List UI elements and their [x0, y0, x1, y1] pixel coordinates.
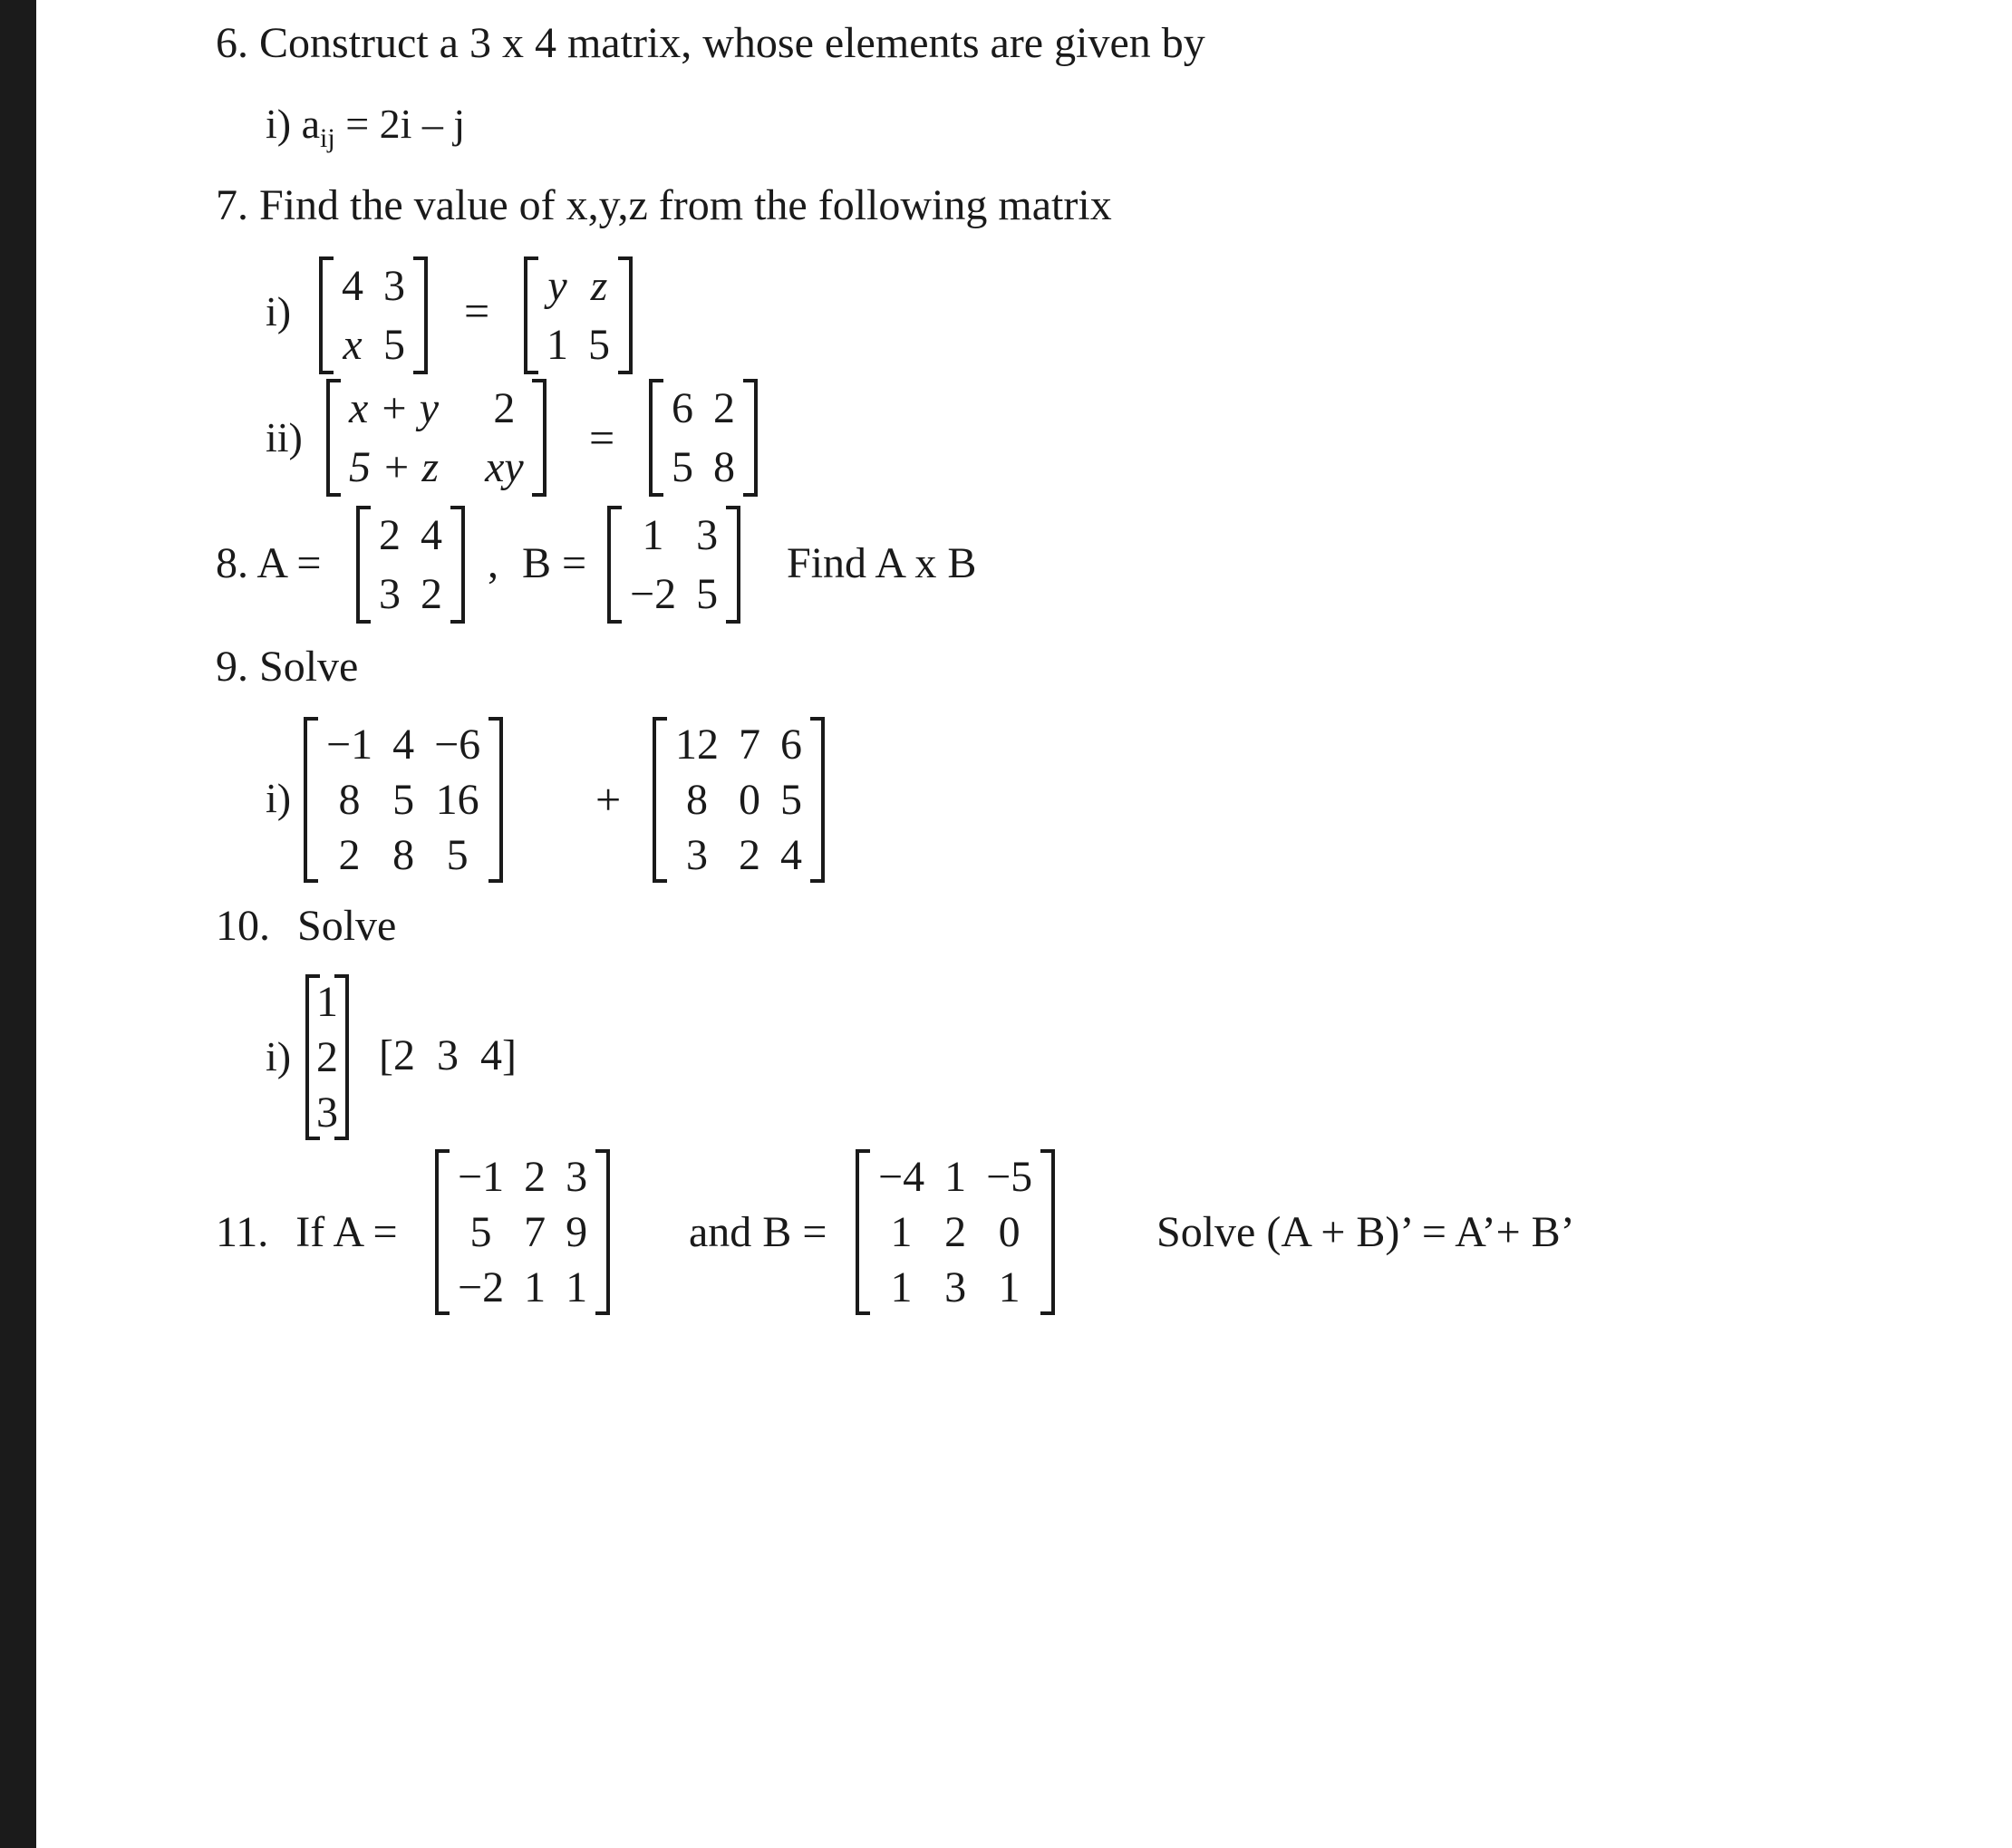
- q8-a-label: A =: [256, 539, 322, 587]
- matrix-cell: 2: [316, 1033, 338, 1081]
- matrix-cell: 5: [696, 570, 719, 618]
- q7-heading: [216, 181, 1112, 229]
- q8-comma: ,: [488, 539, 498, 587]
- q7-part-i-label: i): [266, 288, 292, 334]
- matrix-cell: 1: [998, 1263, 1021, 1311]
- q11-matrix-b: [856, 1149, 1055, 1315]
- matrix-cell: y: [547, 262, 567, 310]
- matrix-cell: −4: [878, 1153, 925, 1201]
- matrix-cell: 5: [392, 776, 415, 824]
- matrix-cell: 12: [675, 721, 719, 769]
- matrix-cell: 1: [890, 1208, 913, 1256]
- matrix-cell: −2: [458, 1263, 505, 1311]
- q11-and-b: and B =: [689, 1208, 827, 1256]
- matrix-cell: 8: [713, 443, 735, 491]
- q6-part-i: [266, 103, 465, 152]
- matrix-cell: 1: [316, 978, 338, 1026]
- matrix-cell: 7: [739, 721, 760, 769]
- q6-part-i-label: i): [266, 101, 292, 147]
- matrix-cell: 2: [379, 511, 401, 559]
- matrix-cell: 3: [696, 511, 719, 559]
- matrix-cell: −1: [326, 721, 373, 769]
- matrix-cell: 1: [944, 1153, 967, 1201]
- q9-heading: [216, 645, 358, 689]
- q9-left-matrix: [304, 717, 503, 883]
- matrix-cell: 5: [469, 1208, 492, 1256]
- q11-matrix-a: [435, 1149, 610, 1315]
- matrix-cell: 1: [642, 511, 664, 559]
- q11-number: 11.: [216, 1208, 269, 1256]
- matrix-cell: 1: [566, 1263, 588, 1311]
- q7-i-equals: =: [464, 285, 490, 336]
- matrix-cell: 2: [493, 384, 516, 432]
- q7-i-right-matrix: [524, 256, 633, 374]
- matrix-cell: 3: [379, 570, 401, 618]
- q8-b-label: B =: [522, 539, 587, 587]
- matrix-cell: 5 + z: [349, 443, 440, 491]
- matrix-cell: 1: [547, 321, 568, 369]
- matrix-cell: 4: [392, 721, 415, 769]
- q8-number: 8.: [216, 539, 248, 587]
- matrix-cell: 8: [392, 831, 415, 879]
- matrix-cell: 1: [524, 1263, 547, 1311]
- matrix-cell: −5: [986, 1153, 1033, 1201]
- matrix-cell: 3: [316, 1088, 338, 1137]
- q10-number: 10.: [216, 902, 270, 950]
- q8-matrix-b: [607, 506, 740, 624]
- q7-ii-equals: =: [589, 412, 615, 463]
- matrix-cell: 9: [566, 1208, 588, 1256]
- matrix-cell: 1: [890, 1263, 913, 1311]
- matrix-cell: 2: [338, 831, 361, 879]
- q8-heading: [216, 539, 322, 587]
- q7-ii-left-matrix: [326, 379, 547, 497]
- q6-heading: [216, 19, 1205, 67]
- q8-tail: Find A x B: [787, 539, 977, 587]
- matrix-cell: 2: [421, 570, 442, 618]
- matrix-cell: 4: [780, 831, 802, 879]
- q10-text: Solve: [297, 902, 397, 950]
- matrix-cell: 2: [524, 1153, 547, 1201]
- q6-formula-rest: = 2i – j: [345, 101, 466, 147]
- q8-b-part: [488, 539, 587, 587]
- q7-number: 7.: [216, 181, 248, 229]
- matrix-cell: −2: [630, 570, 677, 618]
- q9-right-matrix: [653, 717, 825, 883]
- q8-matrix-a: [356, 506, 465, 624]
- matrix-cell: 2: [713, 384, 735, 432]
- q10-part-i-label: i): [266, 1033, 292, 1079]
- matrix-cell: 2: [944, 1208, 967, 1256]
- matrix-cell: 3: [686, 831, 708, 879]
- q9-number: 9.: [216, 643, 248, 691]
- q9-part-i-label: i): [266, 775, 292, 821]
- q11-if-a: If A =: [295, 1208, 398, 1256]
- q9-plus: +: [595, 774, 622, 825]
- matrix-cell: x + y: [349, 384, 440, 432]
- q10-column-matrix: [305, 974, 349, 1140]
- matrix-cell: x: [343, 321, 363, 369]
- matrix-cell: 3: [566, 1153, 588, 1201]
- matrix-cell: 3: [383, 262, 405, 310]
- q10-heading: [216, 902, 397, 950]
- q7-ii-right-matrix: [649, 379, 758, 497]
- matrix-cell: 5: [446, 831, 469, 879]
- matrix-cell: 8: [686, 776, 708, 824]
- q10-row-matrix: [2 3 4]: [379, 1031, 517, 1079]
- q6-number: 6.: [216, 19, 248, 67]
- matrix-cell: −6: [434, 721, 481, 769]
- q11-heading: [216, 1208, 398, 1256]
- matrix-cell: 0: [739, 776, 760, 824]
- matrix-cell: −1: [458, 1153, 505, 1201]
- matrix-cell: 8: [338, 776, 361, 824]
- matrix-cell: 0: [998, 1208, 1021, 1256]
- matrix-cell: 5: [780, 776, 802, 824]
- matrix-cell: 5: [383, 321, 405, 369]
- matrix-cell: 4: [421, 511, 442, 559]
- matrix-cell: 5: [672, 443, 693, 491]
- matrix-cell: 6: [780, 721, 802, 769]
- matrix-cell: 2: [739, 831, 760, 879]
- q6-formula-sub: ij: [320, 123, 335, 154]
- q6-text: Construct a 3 x 4 matrix, whose elements are given by: [259, 19, 1205, 67]
- page-left-border: [0, 0, 36, 1848]
- matrix-cell: 5: [588, 321, 610, 369]
- matrix-cell: 7: [524, 1208, 547, 1256]
- q6-formula-a: a: [301, 101, 321, 147]
- matrix-cell: 6: [672, 384, 693, 432]
- matrix-cell: z: [590, 262, 608, 310]
- q9-text: Solve: [259, 643, 359, 691]
- q7-text: Find the value of x,y,z from the following matrix: [259, 181, 1112, 229]
- matrix-cell: 3: [944, 1263, 967, 1311]
- matrix-cell: 4: [342, 262, 363, 310]
- matrix-cell: xy: [485, 443, 524, 491]
- q7-i-left-matrix: [319, 256, 428, 374]
- q7-part-ii-label: ii): [266, 414, 303, 460]
- matrix-cell: 16: [435, 776, 479, 824]
- q11-tail: Solve (A + B)’ = A’+ B’: [1156, 1208, 1575, 1256]
